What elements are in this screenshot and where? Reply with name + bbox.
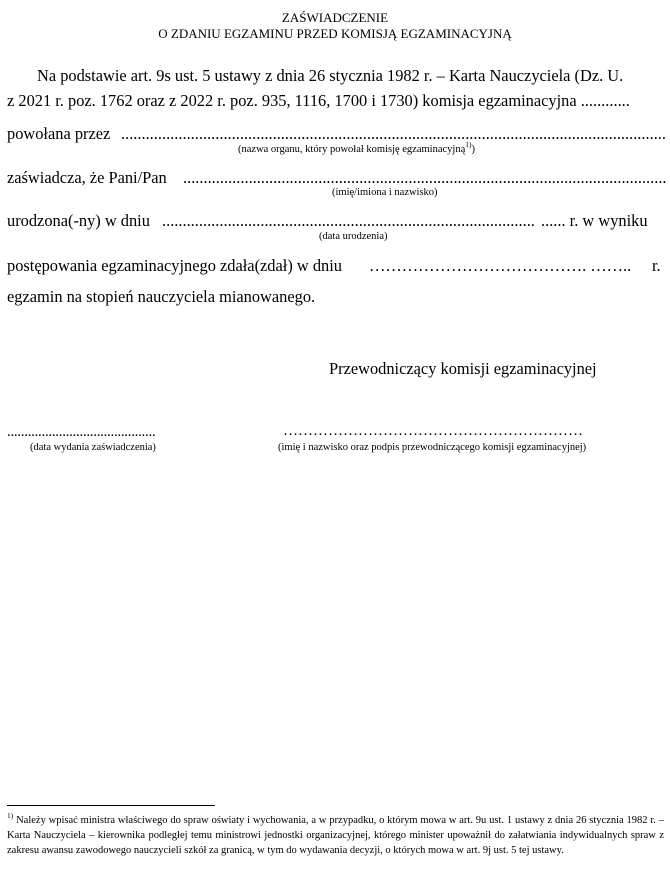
- issue-date-field[interactable]: ...........................................: [7, 424, 156, 440]
- exam-description: egzamin na stopień nauczyciela mianowanego.: [7, 287, 316, 306]
- chairperson-heading: Przewodniczący komisji egzaminacyjnej: [329, 359, 597, 378]
- footnote-divider: [7, 805, 215, 806]
- legal-basis-line-1: Na podstawie art. 9s ust. 5 ustawy z dnia 26 stycznia 1982 r. – Karta Nauczyciela (Dz. U.: [37, 66, 624, 85]
- procedure-label: postępowania egzaminacyjnego zdała(zdał) w dniu: [7, 256, 342, 275]
- full-name-caption: (imię/imiona i nazwisko): [332, 187, 438, 198]
- chairperson-signature-caption: (imię i nazwisko oraz podpis przewodniczącego komisji egzaminacyjnej): [278, 442, 587, 453]
- exam-date-field[interactable]: …………………………………. ……..: [369, 256, 632, 275]
- footnote-reference: 1): [465, 140, 472, 149]
- birth-date-field[interactable]: [162, 211, 536, 231]
- appointing-body-field[interactable]: [121, 124, 666, 144]
- legal-basis-line-2: z 2021 r. poz. 1762 oraz z 2022 r. poz. 935, 1116, 1700 i 1730) komisja egzaminacyjna ............: [7, 91, 630, 110]
- born-on-tail: ...... r. w wyniku: [541, 211, 648, 230]
- appointed-by-label: powołana przez: [7, 124, 111, 143]
- document-subtitle: O ZDANIU EGZAMINU PRZED KOMISJĄ EGZAMINACYJNĄ: [158, 26, 512, 41]
- document-title: ZAŚWIADCZENIE: [281, 10, 389, 25]
- full-name-field[interactable]: [183, 168, 666, 188]
- certifies-label: zaświadcza, że Pani/Pan: [7, 168, 167, 187]
- footnote-text: Należy wpisać ministra właściwego do spraw oświaty i wychowania, a w przypadku, o którym mowa w art. 9u ust. 1 ustawy z dnia 26 stycznia 1982 r. – Karta Nauczyciela – kierownika podległej temu ministrowi jednostki organizacyjnej, którego minister upoważnił do załatwiania indywidualnych spraw z zakresu awansu zawodowego nauczycieli szkół za granicą, w tym do wydawania decyzji, o których mowa w art. 9j ust. 5 tej ustawy.: [7, 815, 664, 857]
- procedure-tail: r.: [652, 256, 661, 275]
- born-on-label: urodzona(-ny) w dniu: [7, 211, 150, 230]
- appointing-body-caption: (nazwa organu, który powołał komisję egzaminacyjną$^{1)}$): [238, 140, 475, 155]
- chairperson-signature-field[interactable]: ……………………………………………………: [283, 423, 583, 439]
- issue-date-caption: (data wydania zaświadczenia): [30, 442, 156, 453]
- footnote-marker: 1): [7, 811, 14, 820]
- birth-date-caption: (data urodzenia): [319, 231, 388, 242]
- footnote: [7, 813, 664, 859]
